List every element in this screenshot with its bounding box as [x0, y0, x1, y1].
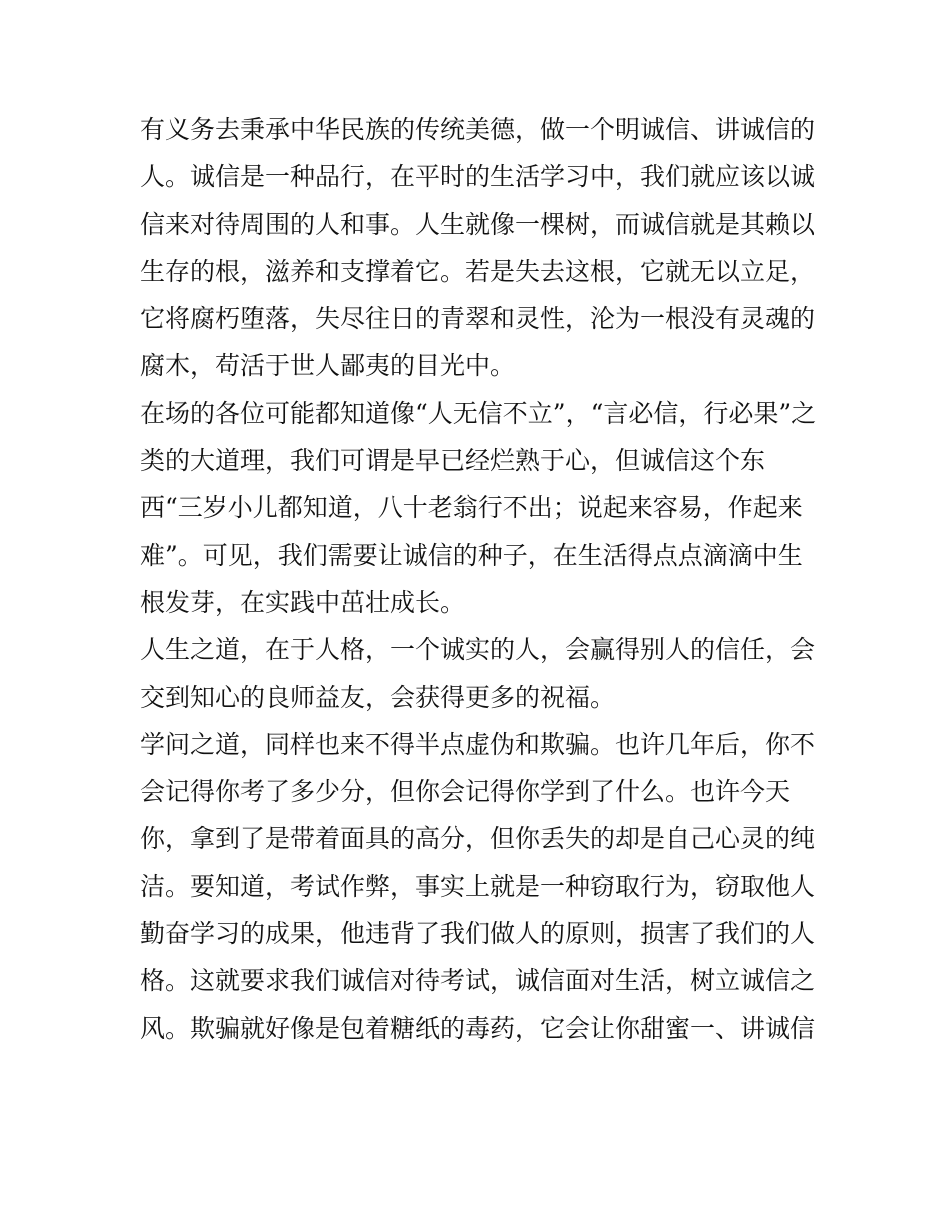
text-line: 有义务去秉承中华民族的传统美德，做一个明诚信、讲诚信的: [140, 115, 816, 144]
text-line: 会记得你考了多少分，但你会记得你学到了什么。也许今天: [140, 777, 791, 807]
text-line: 难”。可见，我们需要让诚信的种子，在生活得点点滴滴中生: [140, 540, 803, 570]
text-line: 勤奋学习的成果，他违背了我们做人的原则，损害了我们的人: [140, 919, 816, 949]
text-line: 你，拿到了是带着面具的高分，但你丢失的却是自己心灵的纯: [140, 824, 816, 854]
text-line: 信来对待周围的人和事。人生就像一棵树，而诚信就是其赖以: [140, 209, 816, 239]
document-body: [140, 106, 820, 1052]
text-line: 类的大道理，我们可谓是早已经烂熟于心，但诚信这个东: [140, 446, 766, 476]
text-line: 在场的各位可能都知道像“人无信不立”，“言必信，行必果”之: [140, 398, 817, 428]
text-line: 格。这就要求我们诚信对待考试，诚信面对生活，树立诚信之: [140, 966, 816, 996]
text-line: 交到知心的良师益友，会获得更多的祝福。: [140, 682, 616, 712]
text-line: 学问之道，同样也来不得半点虚伪和欺骗。也许几年后，你不: [140, 729, 816, 759]
text-line: 根发芽，在实践中茁壮成长。: [140, 587, 466, 617]
text-line: 腐木，苟活于世人鄙夷的目光中。: [140, 351, 516, 381]
text-line: 西“三岁小儿都知道，八十老翁行不出；说起来容易，作起来: [140, 493, 803, 523]
text-line: 洁。要知道，考试作弊，事实上就是一种窃取行为，窃取他人: [140, 871, 816, 901]
text-line: 人。诚信是一种品行，在平时的生活学习中，我们就应该以诚: [140, 162, 816, 192]
text-line: 生存的根，滋养和支撑着它。若是失去这根，它就无以立足，: [140, 256, 816, 286]
text-line: 它将腐朽堕落，失尽往日的青翠和灵性，沦为一根没有灵魂的: [140, 304, 816, 334]
text-line: 风。欺骗就好像是包着糖纸的毒药，它会让你甜蜜一、讲诚信: [140, 1013, 816, 1043]
text-line: 人生之道，在于人格，一个诚实的人，会赢得别人的信任，会: [140, 635, 816, 665]
